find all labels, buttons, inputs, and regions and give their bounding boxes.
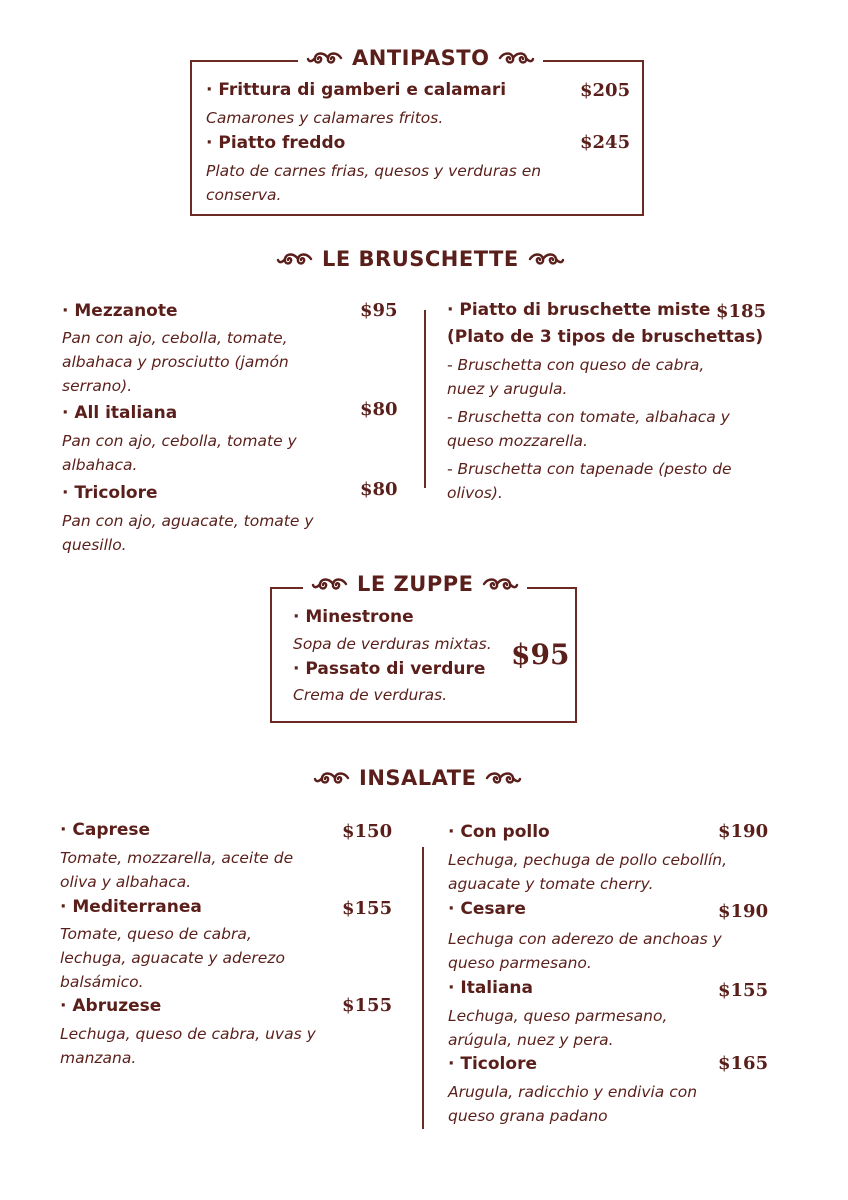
ornament-right-icon — [497, 49, 535, 67]
menu-item-price: $155 — [718, 980, 769, 1001]
menu-item-name: · Minestrone — [293, 607, 414, 627]
menu-item-desc: Pan con ajo, cebolla, tomate, albahaca y prosciutto (jamón serrano). — [62, 329, 289, 395]
menu-item-desc: Camarones y calamares fritos. — [206, 109, 444, 127]
menu-item-desc: Lechuga, pechuga de pollo cebollín, aguacate y tomate cherry. — [448, 851, 728, 893]
ornament-left-icon — [276, 250, 314, 268]
section-title: INSALATE — [359, 766, 477, 790]
menu-item-price: $190 — [718, 901, 769, 922]
ornament-right-icon — [527, 250, 565, 268]
menu-item-desc: Pan con ajo, aguacate, tomate y quesillo. — [62, 512, 314, 554]
menu-item-price: $155 — [342, 898, 393, 919]
ornament-right-icon — [481, 575, 519, 593]
bruschette-heading — [268, 247, 573, 271]
menu-item-price: $245 — [580, 132, 631, 153]
menu-item-price: $190 — [718, 821, 769, 842]
menu-item-name: · Caprese — [60, 820, 151, 840]
menu-item-desc: Tomate, mozzarella, aceite de oliva y albahaca. — [60, 849, 294, 891]
menu-item-name: · Italiana — [448, 978, 533, 998]
menu-item-desc: - Bruschetta con queso de cabra, nuez y arugula. — [447, 356, 705, 398]
menu-item-desc: Tomate, queso de cabra, lechuga, aguacate y aderezo balsámico. — [60, 925, 285, 991]
menu-item-desc: Plato de carnes frias, quesos y verduras en conserva. — [206, 162, 542, 204]
insalate-heading — [305, 766, 530, 790]
menu-item-desc: Pan con ajo, cebolla, tomate y albahaca. — [62, 432, 297, 474]
menu-item-desc: Sopa de verduras mixtas. — [293, 635, 492, 653]
menu-item-name: · Piatto di bruschette miste — [447, 300, 711, 320]
menu-item-desc: Lechuga, queso parmesano, arúgula, nuez y pera. — [448, 1007, 668, 1049]
menu-item-price: $80 — [360, 479, 398, 500]
ornament-left-icon — [311, 575, 349, 593]
antipasto-heading — [298, 46, 543, 70]
menu-item-name: · Abruzese — [60, 996, 162, 1016]
menu-item-subtitle: (Plato de 3 tipos de bruschettas) — [447, 327, 764, 347]
menu-item-desc: Lechuga con aderezo de anchoas y queso parmesano. — [448, 930, 722, 972]
zuppe-price: $95 — [511, 638, 570, 671]
column-divider — [422, 847, 424, 1129]
menu-item-desc: Lechuga, queso de cabra, uvas y manzana. — [60, 1025, 316, 1067]
ornament-left-icon — [306, 49, 344, 67]
menu-item-price: $95 — [360, 300, 398, 321]
menu-item-price: $165 — [718, 1053, 769, 1074]
menu-item-name: · Frittura di gamberi e calamari — [206, 80, 507, 100]
menu-item-price: $80 — [360, 399, 398, 420]
menu-item-price: $205 — [580, 80, 631, 101]
menu-item-desc: Arugula, radicchio y endivia con queso grana padano — [448, 1083, 698, 1125]
menu-item-name: · Tricolore — [62, 483, 158, 503]
menu-item-desc: - Bruschetta con tomate, albahaca y queso mozzarella. — [447, 408, 730, 450]
menu-item-name: · Mezzanote — [62, 301, 178, 321]
section-title: LE ZUPPE — [357, 572, 474, 596]
menu-item-name: · Mediterranea — [60, 897, 202, 917]
menu-item-price: $150 — [342, 821, 393, 842]
menu-item-name: · Ticolore — [448, 1054, 537, 1074]
menu-item-price: $155 — [342, 995, 393, 1016]
section-title: ANTIPASTO — [352, 46, 490, 70]
menu-item-name: · Passato di verdure — [293, 659, 486, 679]
menu-item-price: $185 — [716, 301, 767, 322]
menu-item-name: · All italiana — [62, 403, 178, 423]
ornament-right-icon — [484, 769, 522, 787]
menu-item-name: · Piatto freddo — [206, 133, 346, 153]
section-title: LE BRUSCHETTE — [322, 247, 519, 271]
column-divider — [424, 310, 426, 488]
menu-item-desc: Crema de verduras. — [293, 686, 448, 704]
menu-item-name: · Con pollo — [448, 822, 550, 842]
zuppe-heading — [303, 572, 527, 596]
menu-item-name: · Cesare — [448, 899, 526, 919]
menu-item-desc: - Bruschetta con tapenade (pesto de olivos). — [447, 460, 732, 502]
ornament-left-icon — [313, 769, 351, 787]
